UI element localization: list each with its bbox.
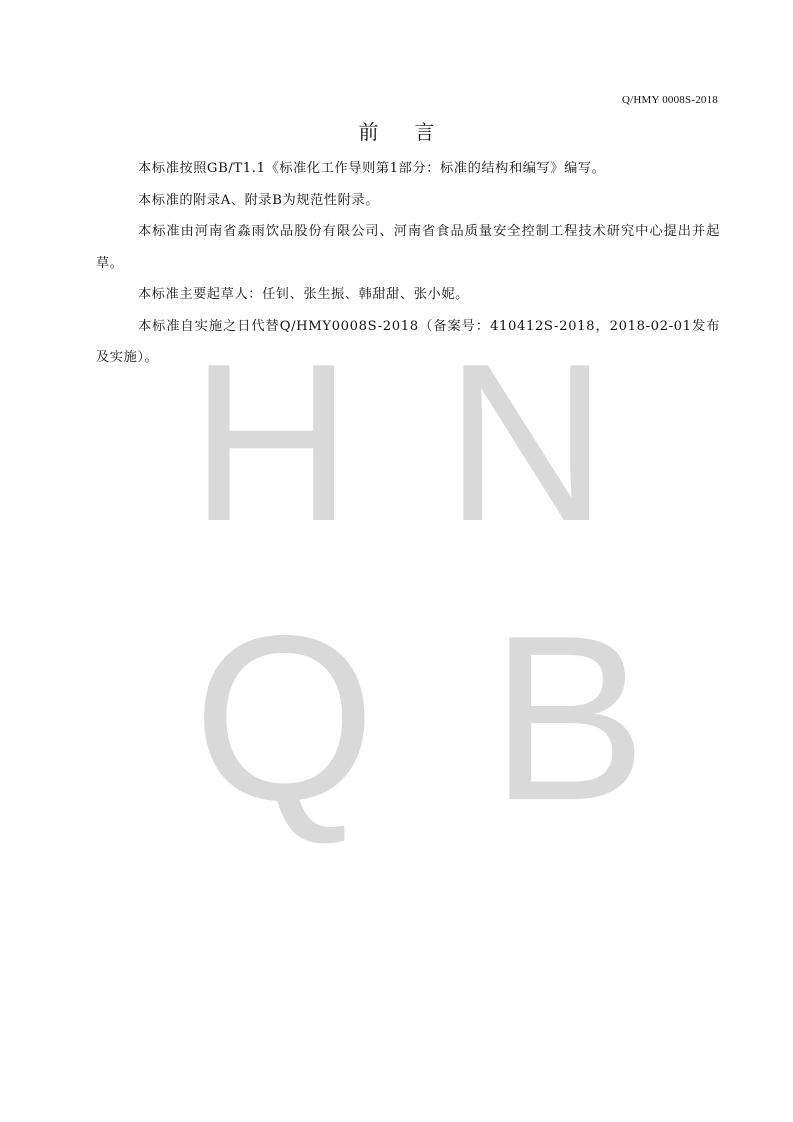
foreword-body [96,153,720,374]
watermark-letter-q: Q [193,586,376,849]
page-title: 前言 [358,120,471,144]
paragraph-4: 本标准主要起草人：任钊、张生振、韩甜甜、张小妮。 [138,287,469,302]
watermark-letter-b: B [490,586,647,849]
paragraph-2: 本标准的附录A、附录B为规范性附录。 [138,192,380,208]
paragraph-1: 本标准按照GB/T1.1《标准化工作导则第1部分：标准的结构和编写》编写。 [138,161,606,176]
watermark-letter-h: H [190,316,353,568]
paragraph-5: 本标准自实施之日代替Q/HMY0008S-2018（备案号：410412S-2018，2018-02-01发布及实施）。 [96,318,720,365]
standard-code: Q/HMY 0008S-2018 [622,94,718,106]
watermark-letter-n: N [445,316,608,568]
paragraph-3: 本标准由河南省淼雨饮品股份有限公司、河南省食品质量安全控制工程技术研究中心提出并起草。 [96,224,720,271]
